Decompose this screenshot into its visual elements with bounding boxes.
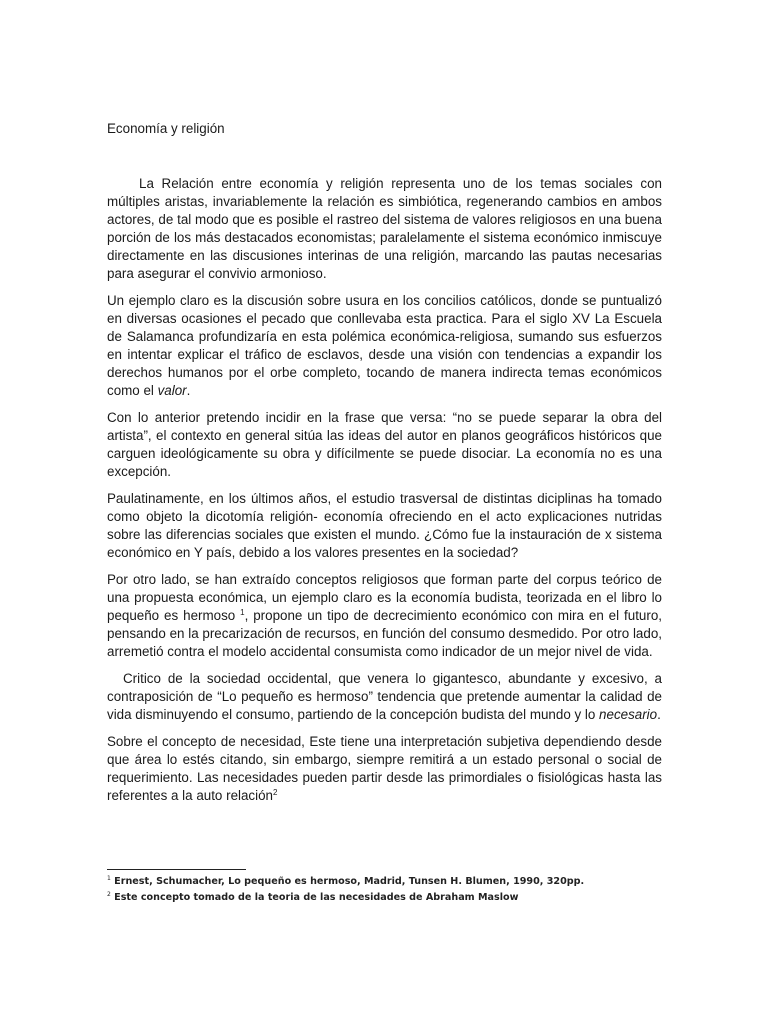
paragraph-1: La Relación entre economía y religión representa uno de los temas sociales con múltiples aristas, invariablemente la relación es simbiótica, regenerando cambios en ambos actores, de tal modo que es posible el rastreo del sistema de valores religiosos en una buena porción de los más destacados economistas; paralelamente el sistema económico inmiscuye directamente en las discusiones interinas de una religión, marcando las pautas necesarias para asegurar el convivio armonioso. xyxy=(107,176,662,281)
paragraph-6 xyxy=(107,670,662,724)
footnote-2-mark: 2 xyxy=(107,891,111,898)
paragraph-5-end: , propone un tipo de decrecimiento económico con mira en el futuro, pensando en la precarización de recursos, en función del consumo desmedido. Por otro lado, arremetió contra el modelo accidental consumista como indicador de un mejor nivel de vida. xyxy=(107,608,662,659)
paragraph-6-end: . xyxy=(657,707,661,722)
footnote-ref-1[interactable]: 1 xyxy=(240,608,245,617)
paragraph-2-italic: valor xyxy=(157,383,187,398)
footnote-separator xyxy=(107,869,246,870)
paragraph-2-text: Un ejemplo claro es la discusión sobre usura en los concilios católicos, donde se puntualizó en diversas ocasiones el pecado que conllevaba esta practica. Para el siglo XV La Escuela de Salamanca profundizaría en esta polémica económica-religiosa, sumando sus esfuerzos en intentar explicar el tráfico de esclavos, desde una visión con tendencias a expandir los derechos humanos por el orbe completo, tocando de manera indirecta temas económicos como el xyxy=(107,293,662,398)
footnote-ref-2[interactable]: 2 xyxy=(273,788,278,797)
paragraph-7 xyxy=(107,733,662,805)
paragraph-6-text: Critico de la sociedad occidental, que venera lo gigantesco, abundante y excesivo, a contraposición de “Lo pequeño es hermoso” tendencia que pretende aumentar la calidad de vida disminuyendo el consumo, partiendo de la concepción budista del mundo y lo xyxy=(107,671,662,722)
footnote-2-text: Este concepto tomado de la teoria de las necesidades de Abraham Maslow xyxy=(110,892,519,903)
paragraph-5-text: Por otro lado, se han extraído conceptos religiosos que forman parte del corpus teórico de una propuesta económica, un ejemplo claro es la economía budista, teorizada en el libro lo pequeño es hermoso xyxy=(107,572,662,623)
footnote-1-mark: 1 xyxy=(107,875,111,882)
footnote-1-text: Ernest, Schumacher, Lo pequeño es hermoso, Madrid, Tunsen H. Blumen, 1990, 320pp. xyxy=(110,876,585,887)
paragraph-5 xyxy=(107,571,662,661)
paragraph-2 xyxy=(107,292,662,400)
paragraph-4: Paulatinamente, en los últimos años, el estudio trasversal de distintas diciplinas ha tomado como objeto la dicotomía religión- economía ofreciendo en el acto explicaciones nutridas sobre las diferencias sociales que existen el mundo. ¿Cómo fue la instauración de x sistema económico en Y país, debido a los valores presentes en la sociedad? xyxy=(107,491,662,560)
document-body xyxy=(107,120,662,814)
document-title: Economía y religión xyxy=(107,121,225,136)
paragraph-7-text: Sobre el concepto de necesidad, Este tiene una interpretación subjetiva dependiendo desde que área lo estés citando, sin embargo, siempre remitirá a un estado personal o social de requerimiento. Las necesidades pueden partir desde las primordiales o fisiológicas hasta las referentes a la auto relación xyxy=(107,734,662,803)
footnote-2 xyxy=(107,890,662,906)
footnotes xyxy=(107,874,662,906)
paragraph-6-italic: necesario xyxy=(599,707,658,722)
paragraph-2-end: . xyxy=(186,383,191,398)
footnote-1 xyxy=(107,874,662,890)
paragraph-3: Con lo anterior pretendo incidir en la frase que versa: “no se puede separar la obra del artista”, el contexto en general sitúa las ideas del autor en planos geográficos históricos que carguen ideológicamente su obra y difícilmente se puede disociar. La economía no es una excepción. xyxy=(107,410,662,479)
